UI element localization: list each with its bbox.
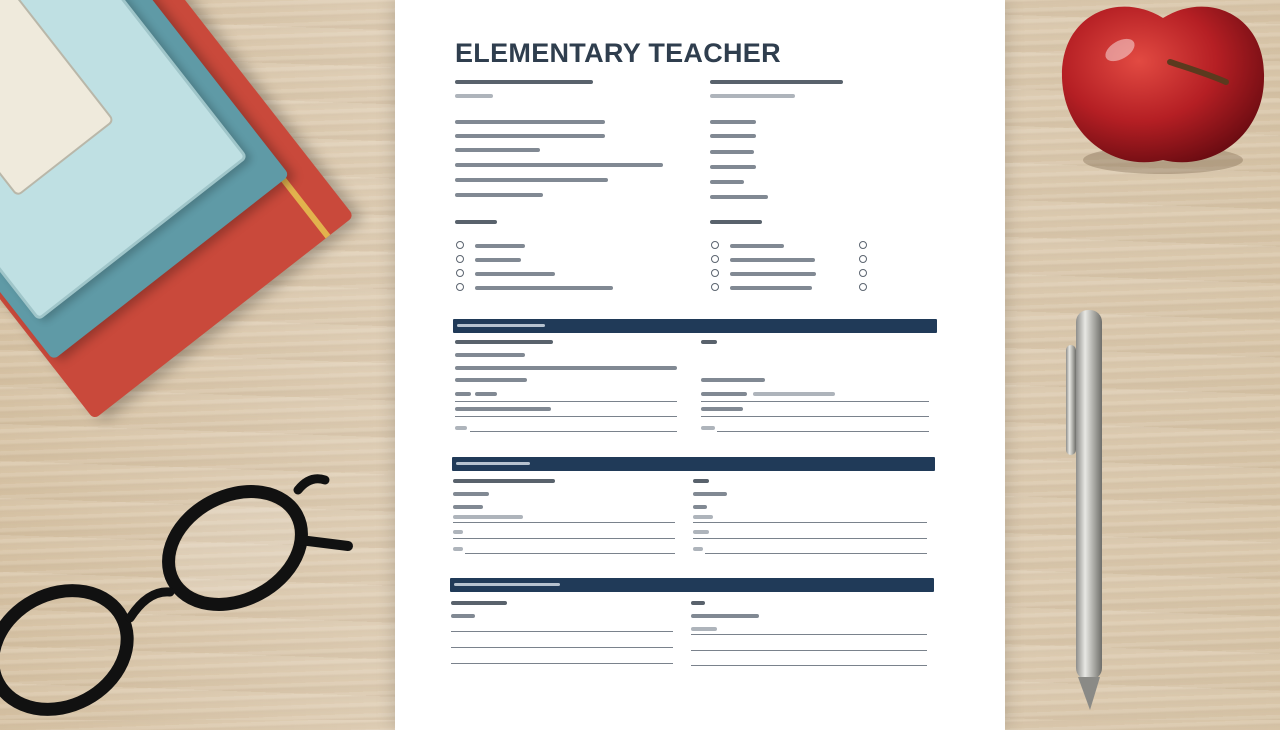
form-line — [717, 431, 929, 432]
text-line — [455, 178, 608, 182]
bullet-icon — [711, 269, 719, 277]
section-header-text — [457, 324, 545, 327]
text-line — [710, 165, 756, 169]
text-line — [710, 120, 756, 124]
text-line — [730, 272, 816, 276]
text-line — [455, 120, 605, 124]
page-title: ELEMENTARY TEACHER — [455, 38, 781, 68]
text-line — [451, 614, 475, 618]
text-line — [453, 479, 555, 483]
bullet-icon — [859, 255, 867, 263]
form-line — [691, 665, 927, 666]
bullet-icon — [859, 269, 867, 277]
form-line — [455, 401, 677, 402]
form-line — [705, 553, 927, 554]
text-line — [693, 505, 707, 509]
text-line — [455, 193, 543, 197]
text-line — [710, 220, 762, 224]
text-line — [693, 547, 703, 551]
form-line — [453, 538, 675, 539]
section-header-bar — [450, 578, 934, 592]
form-line — [691, 634, 927, 635]
text-line — [475, 258, 521, 262]
text-line — [455, 94, 493, 98]
silver-pen — [1060, 305, 1120, 715]
bullet-icon — [859, 241, 867, 249]
text-line — [710, 80, 843, 84]
eyeglasses — [0, 460, 360, 720]
text-line — [455, 366, 677, 370]
section-header-bar — [452, 457, 935, 471]
red-apple — [1058, 0, 1268, 180]
text-line — [455, 392, 471, 396]
section-header-text — [454, 583, 560, 586]
text-line — [693, 479, 709, 483]
bullet-icon — [456, 241, 464, 249]
text-line — [730, 286, 812, 290]
form-line — [701, 401, 929, 402]
bullet-icon — [456, 255, 464, 263]
form-line — [451, 631, 673, 632]
form-line — [691, 650, 927, 651]
text-line — [701, 426, 715, 430]
text-line — [455, 134, 605, 138]
text-line — [475, 244, 525, 248]
text-line — [455, 148, 540, 152]
bullet-icon — [711, 283, 719, 291]
form-line — [453, 522, 675, 523]
text-line — [455, 163, 663, 167]
text-line — [453, 505, 483, 509]
text-line — [451, 601, 507, 605]
bullet-icon — [859, 283, 867, 291]
text-line — [455, 426, 467, 430]
text-line — [710, 134, 756, 138]
text-line — [453, 492, 489, 496]
form-line — [465, 553, 675, 554]
form-line — [451, 647, 673, 648]
text-line — [710, 195, 768, 199]
text-line — [453, 547, 463, 551]
text-line — [455, 220, 497, 224]
text-line — [455, 353, 525, 357]
text-line — [455, 407, 551, 411]
bullet-icon — [456, 283, 464, 291]
text-line — [710, 180, 744, 184]
text-line — [453, 515, 523, 519]
bullet-icon — [711, 255, 719, 263]
bullet-icon — [456, 269, 464, 277]
text-line — [701, 340, 717, 344]
text-line — [475, 286, 613, 290]
text-line — [701, 407, 743, 411]
text-line — [691, 601, 705, 605]
resume-document — [395, 0, 1005, 730]
text-line — [455, 340, 553, 344]
text-line — [710, 150, 754, 154]
text-line — [701, 392, 747, 396]
text-line — [475, 392, 497, 396]
text-line — [455, 80, 593, 84]
section-header-bar — [453, 319, 937, 333]
text-line — [710, 94, 795, 98]
bullet-icon — [711, 241, 719, 249]
text-line — [693, 492, 727, 496]
text-line — [693, 515, 713, 519]
text-line — [691, 627, 717, 631]
form-line — [693, 538, 927, 539]
form-line — [470, 431, 677, 432]
text-line — [475, 272, 555, 276]
form-line — [451, 663, 673, 664]
text-line — [730, 258, 815, 262]
text-line — [701, 378, 765, 382]
text-line — [753, 392, 835, 396]
form-line — [693, 522, 927, 523]
form-line — [455, 416, 677, 417]
text-line — [455, 378, 527, 382]
text-line — [693, 530, 709, 534]
text-line — [730, 244, 784, 248]
text-line — [453, 530, 463, 534]
section-header-text — [456, 462, 530, 465]
form-line — [701, 416, 929, 417]
text-line — [691, 614, 759, 618]
